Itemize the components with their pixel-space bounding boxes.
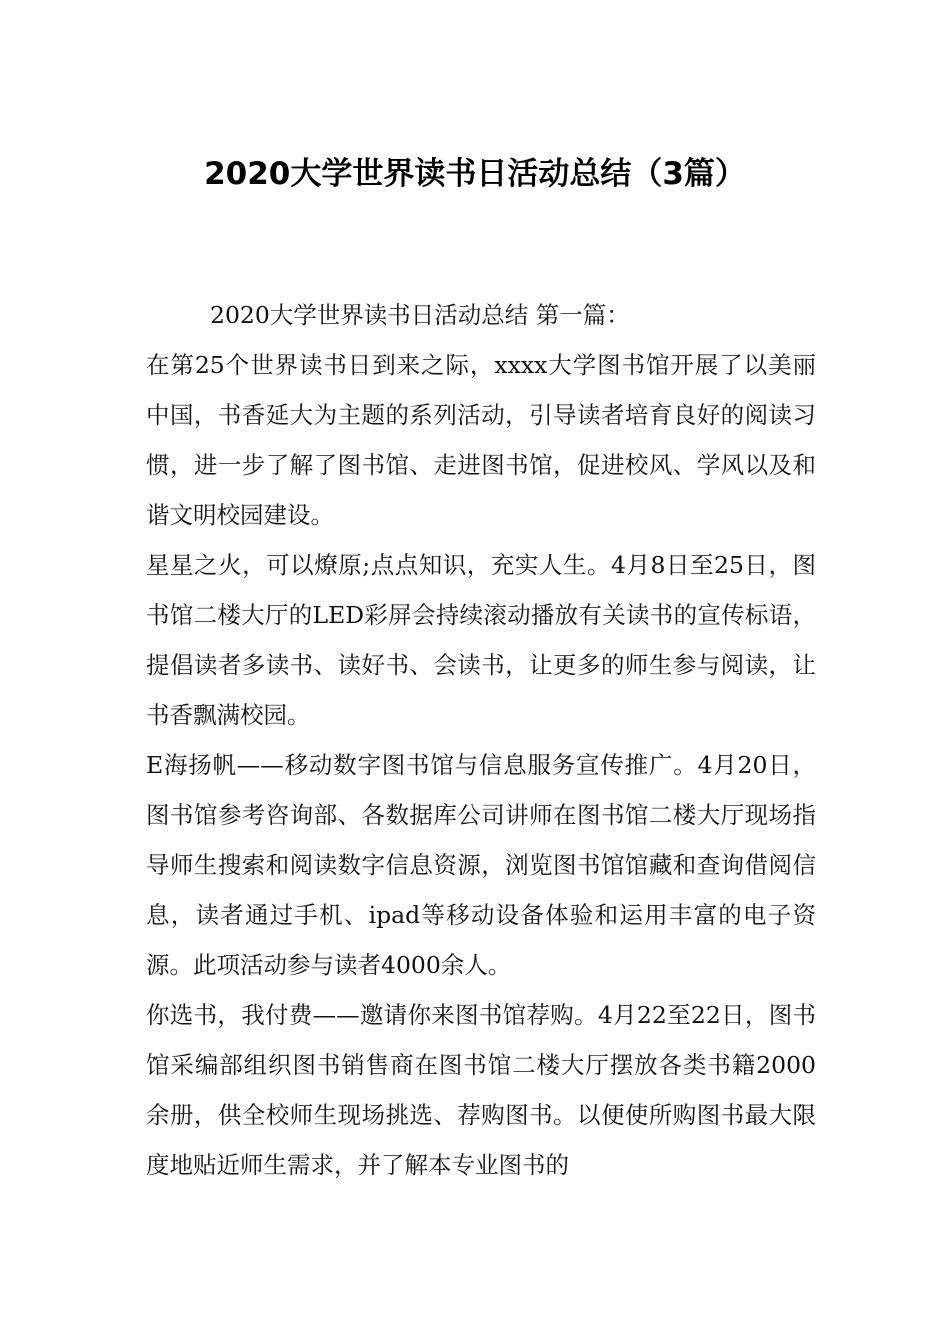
paragraph-2: 星星之火，可以燎原;点点知识，充实人生。4月8日至25日，图书馆二楼大厅的LED彩屏会持续滚动播放有关读书的宣传标语，提倡读者多读书、读好书、会读书，让更多的师生参与阅读，让书香飘满校园。 [146, 551, 816, 729]
paragraph-3: E海扬帆——移动数字图书馆与信息服务宣传推广。4月20日，图书馆参考咨询部、各数据库公司讲师在图书馆二楼大厅现场指导师生搜索和阅读数字信息资源，浏览图书馆馆藏和查询借阅信息，读者通过手机、ipad等移动设备体验和运用丰富的电子资源。此项活动参与读者4000余人。 [146, 751, 816, 979]
document-body [146, 290, 816, 1190]
paragraph-1: 在第25个世界读书日到来之际，xxxx大学图书馆开展了以美丽中国，书香延大为主题的系列活动，引导读者培育良好的阅读习惯，进一步了解了图书馆、走进图书馆，促进校风、学风以及和谐文明校园建设。 [146, 351, 816, 529]
paragraph-4: 你选书，我付费——邀请你来图书馆荐购。4月22至22日，图书馆采编部组织图书销售商在图书馆二楼大厅摆放各类书籍2000余册，供全校师生现场挑选、荐购图书。以便使所购图书最大限度地贴近师生需求，并了解本专业图书的 [146, 1001, 816, 1179]
section-heading: 2020大学世界读书日活动总结 第一篇： [210, 301, 630, 329]
document-title: 2020大学世界读书日活动总结（3篇） [204, 156, 746, 192]
